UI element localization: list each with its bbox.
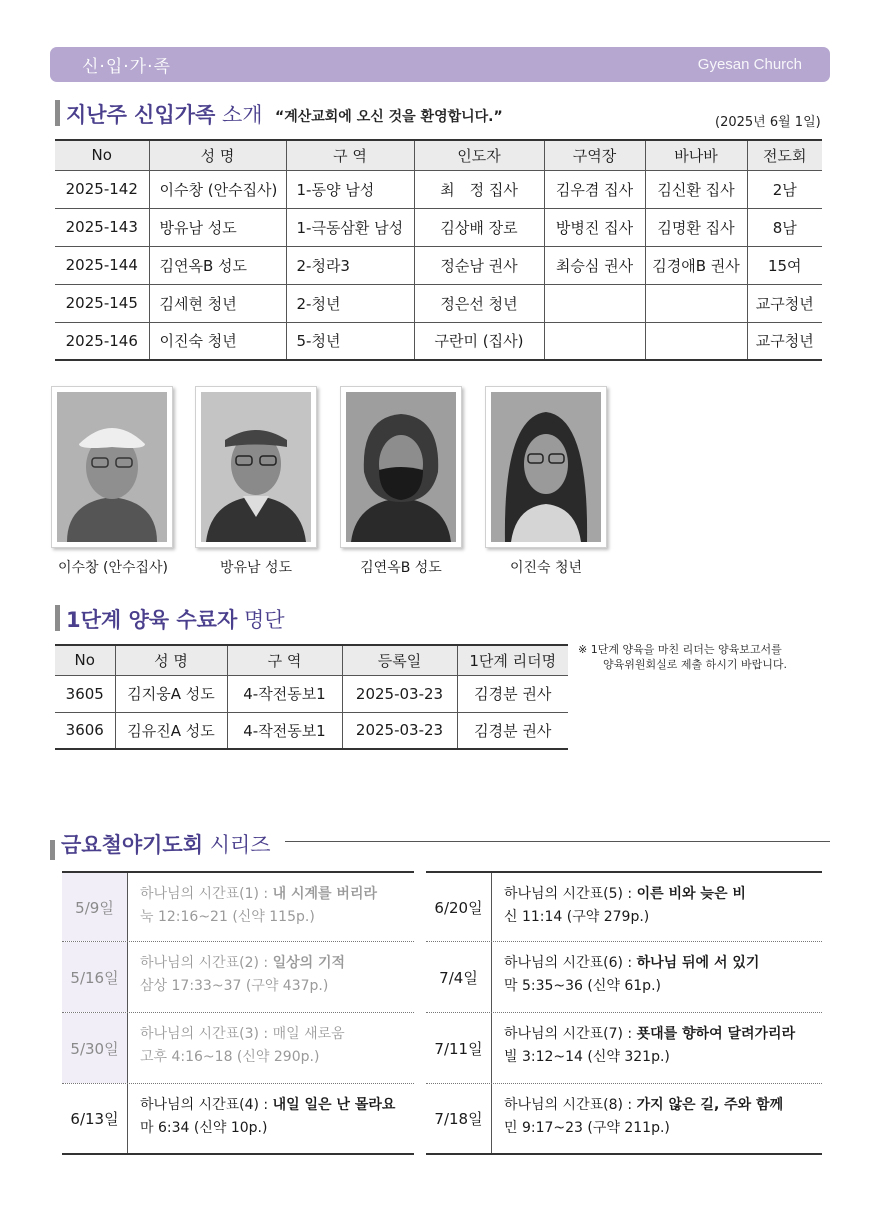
series-item <box>62 871 414 942</box>
table-cell: 김유진A 성도 <box>115 712 227 749</box>
series-date: 5/16일 <box>62 942 128 1012</box>
section-marker <box>55 100 60 126</box>
church-name: Gyesan Church <box>697 56 802 73</box>
portrait-image <box>57 392 167 542</box>
series-date: 5/9일 <box>62 873 128 941</box>
table-cell: 김명환 집사 <box>645 208 747 246</box>
photo-caption: 이수창 (안수집사) <box>57 560 169 576</box>
series-item <box>62 1084 414 1155</box>
table-cell <box>645 322 747 360</box>
table-cell: 3606 <box>55 712 115 749</box>
series-title: 내일 일은 난 몰라요 <box>272 1097 396 1113</box>
series-prefix: 하나님의 시간표(6) : <box>504 955 637 971</box>
divider <box>285 841 830 842</box>
header-banner <box>50 47 830 82</box>
member-photo <box>485 386 607 548</box>
series-item <box>426 1084 822 1155</box>
series-prefix: 하나님의 시간표(2) : <box>140 955 273 971</box>
table-cell: 김세현 청년 <box>149 284 286 322</box>
table-cell: 최 정 집사 <box>414 170 544 208</box>
table-row <box>55 712 568 749</box>
portrait-image <box>201 392 311 542</box>
column-header: 구역장 <box>544 140 645 170</box>
section-title-strong: 1단계 양육 수료자 <box>66 608 238 632</box>
section-title-light: 소개 <box>222 103 263 127</box>
table-cell: 정은선 청년 <box>414 284 544 322</box>
column-header: No <box>55 645 115 675</box>
series-date: 7/4일 <box>426 942 492 1012</box>
report-date: (2025년 6월 1일) <box>715 115 821 130</box>
table-row <box>55 284 822 322</box>
series-date: 6/13일 <box>62 1084 128 1153</box>
table-cell: 2-청라3 <box>286 246 414 284</box>
series-title: 이른 비와 늦은 비 <box>636 886 746 902</box>
portrait-image <box>346 392 456 542</box>
member-photo <box>51 386 173 548</box>
table-cell: 김경분 권사 <box>457 712 568 749</box>
table-cell: 구란미 (집사) <box>414 322 544 360</box>
series-reference: 신 11:14 (구약 279p.) <box>504 909 650 925</box>
series-item <box>426 1013 822 1084</box>
series-title: 푯대를 향하여 달려가리라 <box>636 1026 796 1042</box>
table-cell: 1-동양 남성 <box>286 170 414 208</box>
table-cell: 김경애B 권사 <box>645 246 747 284</box>
table-cell: 2025-145 <box>55 284 149 322</box>
section-title-strong: 지난주 신입가족 <box>66 103 216 127</box>
table-cell: 김신환 집사 <box>645 170 747 208</box>
series-date: 6/20일 <box>426 873 492 941</box>
series-prefix: 하나님의 시간표(8) : <box>504 1097 637 1113</box>
note-line: 양육위원회실로 제출 하시기 바랍니다. <box>603 658 788 671</box>
table-cell <box>544 284 645 322</box>
table-cell: 1-극동삼환 남성 <box>286 208 414 246</box>
portrait-image <box>491 392 601 542</box>
table-cell: 4-작전동보1 <box>227 675 342 712</box>
series-left-column <box>62 871 414 1155</box>
column-header: 구 역 <box>286 140 414 170</box>
series-reference: 눅 12:16~21 (신약 115p.) <box>140 909 315 925</box>
table-cell: 교구청년 <box>747 284 822 322</box>
series-item <box>426 871 822 942</box>
series-prefix: 하나님의 시간표(5) : <box>504 886 637 902</box>
series-title: 매일 새로움 <box>272 1026 345 1042</box>
series-title: 가지 않은 길, 주와 함께 <box>636 1097 784 1113</box>
table-cell: 2남 <box>747 170 822 208</box>
column-header: 성 명 <box>149 140 286 170</box>
table-cell: 2025-146 <box>55 322 149 360</box>
table-cell: 2-청년 <box>286 284 414 322</box>
table-cell: 15여 <box>747 246 822 284</box>
table-cell: 2025-142 <box>55 170 149 208</box>
table-cell: 김지웅A 성도 <box>115 675 227 712</box>
table-row <box>55 170 822 208</box>
table-cell: 이수창 (안수집사) <box>149 170 286 208</box>
table-cell: 최승심 권사 <box>544 246 645 284</box>
welcome-message: “계산교회에 오신 것을 환영합니다.” <box>275 109 503 125</box>
series-title: 일상의 기적 <box>272 955 346 971</box>
table-cell: 김상배 장로 <box>414 208 544 246</box>
series-right-column <box>426 871 822 1155</box>
section-title-light: 시리즈 <box>209 833 271 857</box>
series-reference: 삼상 17:33~37 (구약 437p.) <box>140 978 329 994</box>
training-completion-table <box>55 644 568 750</box>
table-cell: 방유남 성도 <box>149 208 286 246</box>
series-title: 하나님 뒤에 서 있기 <box>636 955 760 971</box>
training-note <box>578 642 787 672</box>
new-family-table <box>55 139 822 361</box>
column-header: 1단계 리더명 <box>457 645 568 675</box>
member-photo <box>340 386 462 548</box>
series-date: 7/18일 <box>426 1084 492 1153</box>
table-row <box>55 675 568 712</box>
table-cell: 2025-144 <box>55 246 149 284</box>
table-cell: 김경분 권사 <box>457 675 568 712</box>
series-item <box>62 1013 414 1084</box>
section-title-series <box>61 829 271 859</box>
series-reference: 마 6:34 (신약 10p.) <box>140 1120 268 1136</box>
series-prefix: 하나님의 시간표(1) : <box>140 886 273 902</box>
series-reference: 빌 3:12~14 (신약 321p.) <box>504 1049 670 1065</box>
series-item <box>426 942 822 1013</box>
series-date: 7/11일 <box>426 1013 492 1083</box>
series-date: 5/30일 <box>62 1013 128 1083</box>
column-header: 인도자 <box>414 140 544 170</box>
table-row <box>55 246 822 284</box>
table-cell: 2025-03-23 <box>342 712 457 749</box>
section-title-newfamily <box>66 99 263 129</box>
table-cell: 2025-143 <box>55 208 149 246</box>
member-photo <box>195 386 317 548</box>
series-reference: 민 9:17~23 (구약 211p.) <box>504 1120 670 1136</box>
column-header: No <box>55 140 149 170</box>
table-cell: 김연옥B 성도 <box>149 246 286 284</box>
section-title-light: 명단 <box>243 608 285 632</box>
series-prefix: 하나님의 시간표(4) : <box>140 1097 273 1113</box>
section-marker <box>55 605 60 631</box>
table-cell: 방병진 집사 <box>544 208 645 246</box>
photo-caption: 이진숙 청년 <box>509 560 583 576</box>
column-header: 바나바 <box>645 140 747 170</box>
table-cell: 2025-03-23 <box>342 675 457 712</box>
column-header: 구 역 <box>227 645 342 675</box>
table-cell: 이진숙 청년 <box>149 322 286 360</box>
table-row <box>55 208 822 246</box>
table-cell: 교구청년 <box>747 322 822 360</box>
series-reference: 고후 4:16~18 (신약 290p.) <box>140 1049 320 1065</box>
column-header: 등록일 <box>342 645 457 675</box>
section-title-training <box>66 604 285 634</box>
table-cell: 4-작전동보1 <box>227 712 342 749</box>
section-title-strong: 금요철야기도회 <box>61 833 204 857</box>
photo-caption: 김연옥B 성도 <box>360 560 442 576</box>
banner-title: 신·입·가·족 <box>82 57 171 77</box>
column-header: 전도회 <box>747 140 822 170</box>
series-reference: 막 5:35~36 (신약 61p.) <box>504 978 661 994</box>
series-item <box>62 942 414 1013</box>
table-cell: 8남 <box>747 208 822 246</box>
table-cell: 정순남 권사 <box>414 246 544 284</box>
table-header-row <box>55 140 822 170</box>
table-cell <box>645 284 747 322</box>
table-cell <box>544 322 645 360</box>
table-header-row <box>55 645 568 675</box>
series-title: 내 시계를 버리라 <box>272 886 377 902</box>
table-cell: 5-청년 <box>286 322 414 360</box>
series-prefix: 하나님의 시간표(3) : <box>140 1026 273 1042</box>
note-line: ※ 1단계 양육을 마친 리더는 양육보고서를 <box>578 643 782 656</box>
column-header: 성 명 <box>115 645 227 675</box>
series-prefix: 하나님의 시간표(7) : <box>504 1026 637 1042</box>
section-marker <box>50 840 55 860</box>
table-cell: 3605 <box>55 675 115 712</box>
table-row <box>55 322 822 360</box>
photo-caption: 방유남 성도 <box>219 560 293 576</box>
table-cell: 김우겸 집사 <box>544 170 645 208</box>
